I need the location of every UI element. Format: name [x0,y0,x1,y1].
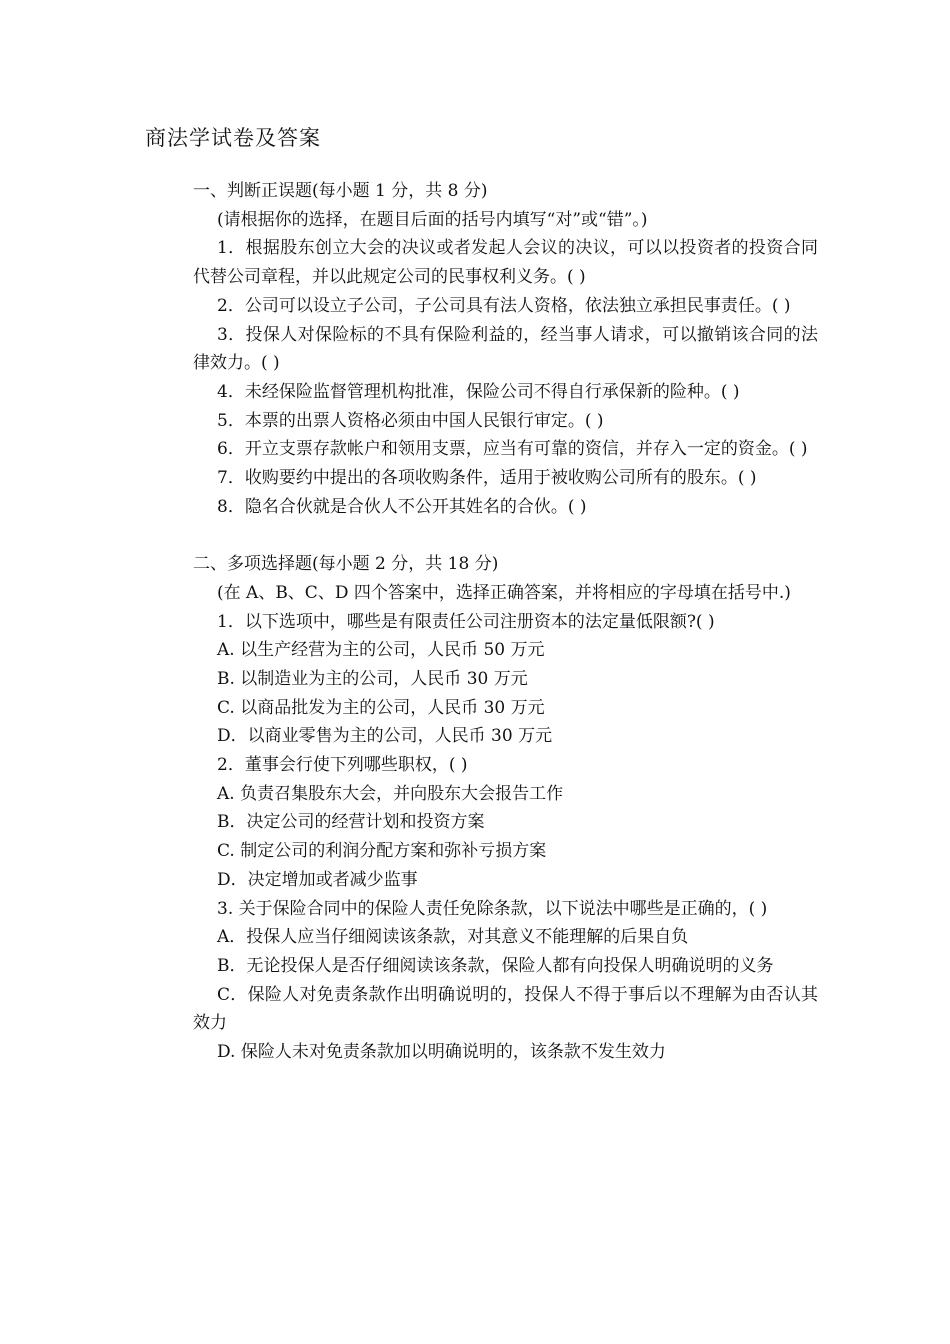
mc-question-1-option-a: A. 以生产经营为主的公司，人民币 50 万元 [217,640,545,661]
tf-question-6: 6．开立支票存款帐户和领用支票，应当有可靠的资信，并存入一定的资金。( ) [217,439,808,460]
tf-question-5: 5．本票的出票人资格必须由中国人民银行审定。( ) [217,410,604,431]
tf-question-4: 4．未经保险监督管理机构批准，保险公司不得自行承保新的险种。( ) [217,381,740,402]
tf-question-8: 8．隐名合伙就是合伙人不公开其姓名的合伙。( ) [217,496,587,517]
document-title: 商法学试卷及答案 [145,126,321,150]
mc-question-2-option-c: C. 制定公司的利润分配方案和弥补亏损方案 [217,841,547,862]
mc-question-3-option-a: A．投保人应当仔细阅读该条款，对其意义不能理解的后果自负 [217,927,689,948]
exam-body [193,177,818,1067]
section-2-heading: 二、多项选择题(每小题 2 分，共 18 分) [193,554,499,575]
mc-question-2-option-a: A. 负责召集股东大会，并向股东大会报告工作 [217,783,564,804]
section-2-instruction: (在 A、B、C、D 四个答案中，选择正确答案，并将相应的字母填在括号中.) [217,582,791,603]
mc-question-2-option-b: B．决定公司的经营计划和投资方案 [217,812,485,833]
tf-question-3: 3．投保人对保险标的不具有保险利益的，经当事人请求，可以撤销该合同的法律效力。( ) [193,324,818,374]
mc-question-2-stem: 2．董事会行使下列哪些职权，( ) [217,755,468,776]
mc-question-3-stem: 3. 关于保险合同中的保险人责任免除条款，以下说法中哪些是正确的，( ) [217,898,768,919]
tf-question-1: 1．根据股东创立大会的决议或者发起人会议的决议，可以以投资者的投资合同代替公司章程，并以此规定公司的民事权利义务。( ) [193,238,818,288]
mc-question-3-option-b: B．无论投保人是否仔细阅读该条款，保险人都有向投保人明确说明的义务 [217,955,774,976]
tf-question-2: 2．公司可以设立子公司，子公司具有法人资格，依法独立承担民事责任。( ) [217,295,791,316]
tf-question-7: 7．收购要约中提出的各项收购条件，适用于被收购公司所有的股东。( ) [217,468,757,489]
mc-question-1-stem: 1．以下选项中，哪些是有限责任公司注册资本的法定量低限额?( ) [217,611,715,632]
section-spacer [193,521,818,550]
section-1-instruction: (请根据你的选择，在题目后面的括号内填写“对”或“错”。) [217,209,648,230]
mc-question-1-option-d: D．以商业零售为主的公司，人民币 30 万元 [217,726,553,747]
mc-question-1-option-b: B. 以制造业为主的公司，人民币 30 万元 [217,668,528,689]
mc-question-3-option-d: D. 保险人未对免责条款加以明确说明的，该条款不发生效力 [217,1042,666,1063]
section-1-heading: 一、判断正误题(每小题 1 分，共 8 分) [193,181,488,201]
mc-question-1-option-c: C. 以商品批发为主的公司，人民币 30 万元 [217,697,545,718]
mc-question-3-option-c: C．保险人对免责条款作出明确说明的，投保人不得于事后以不理解为由否认其效力 [193,984,818,1034]
mc-question-2-option-d: D．决定增加或者减少监事 [217,869,418,890]
